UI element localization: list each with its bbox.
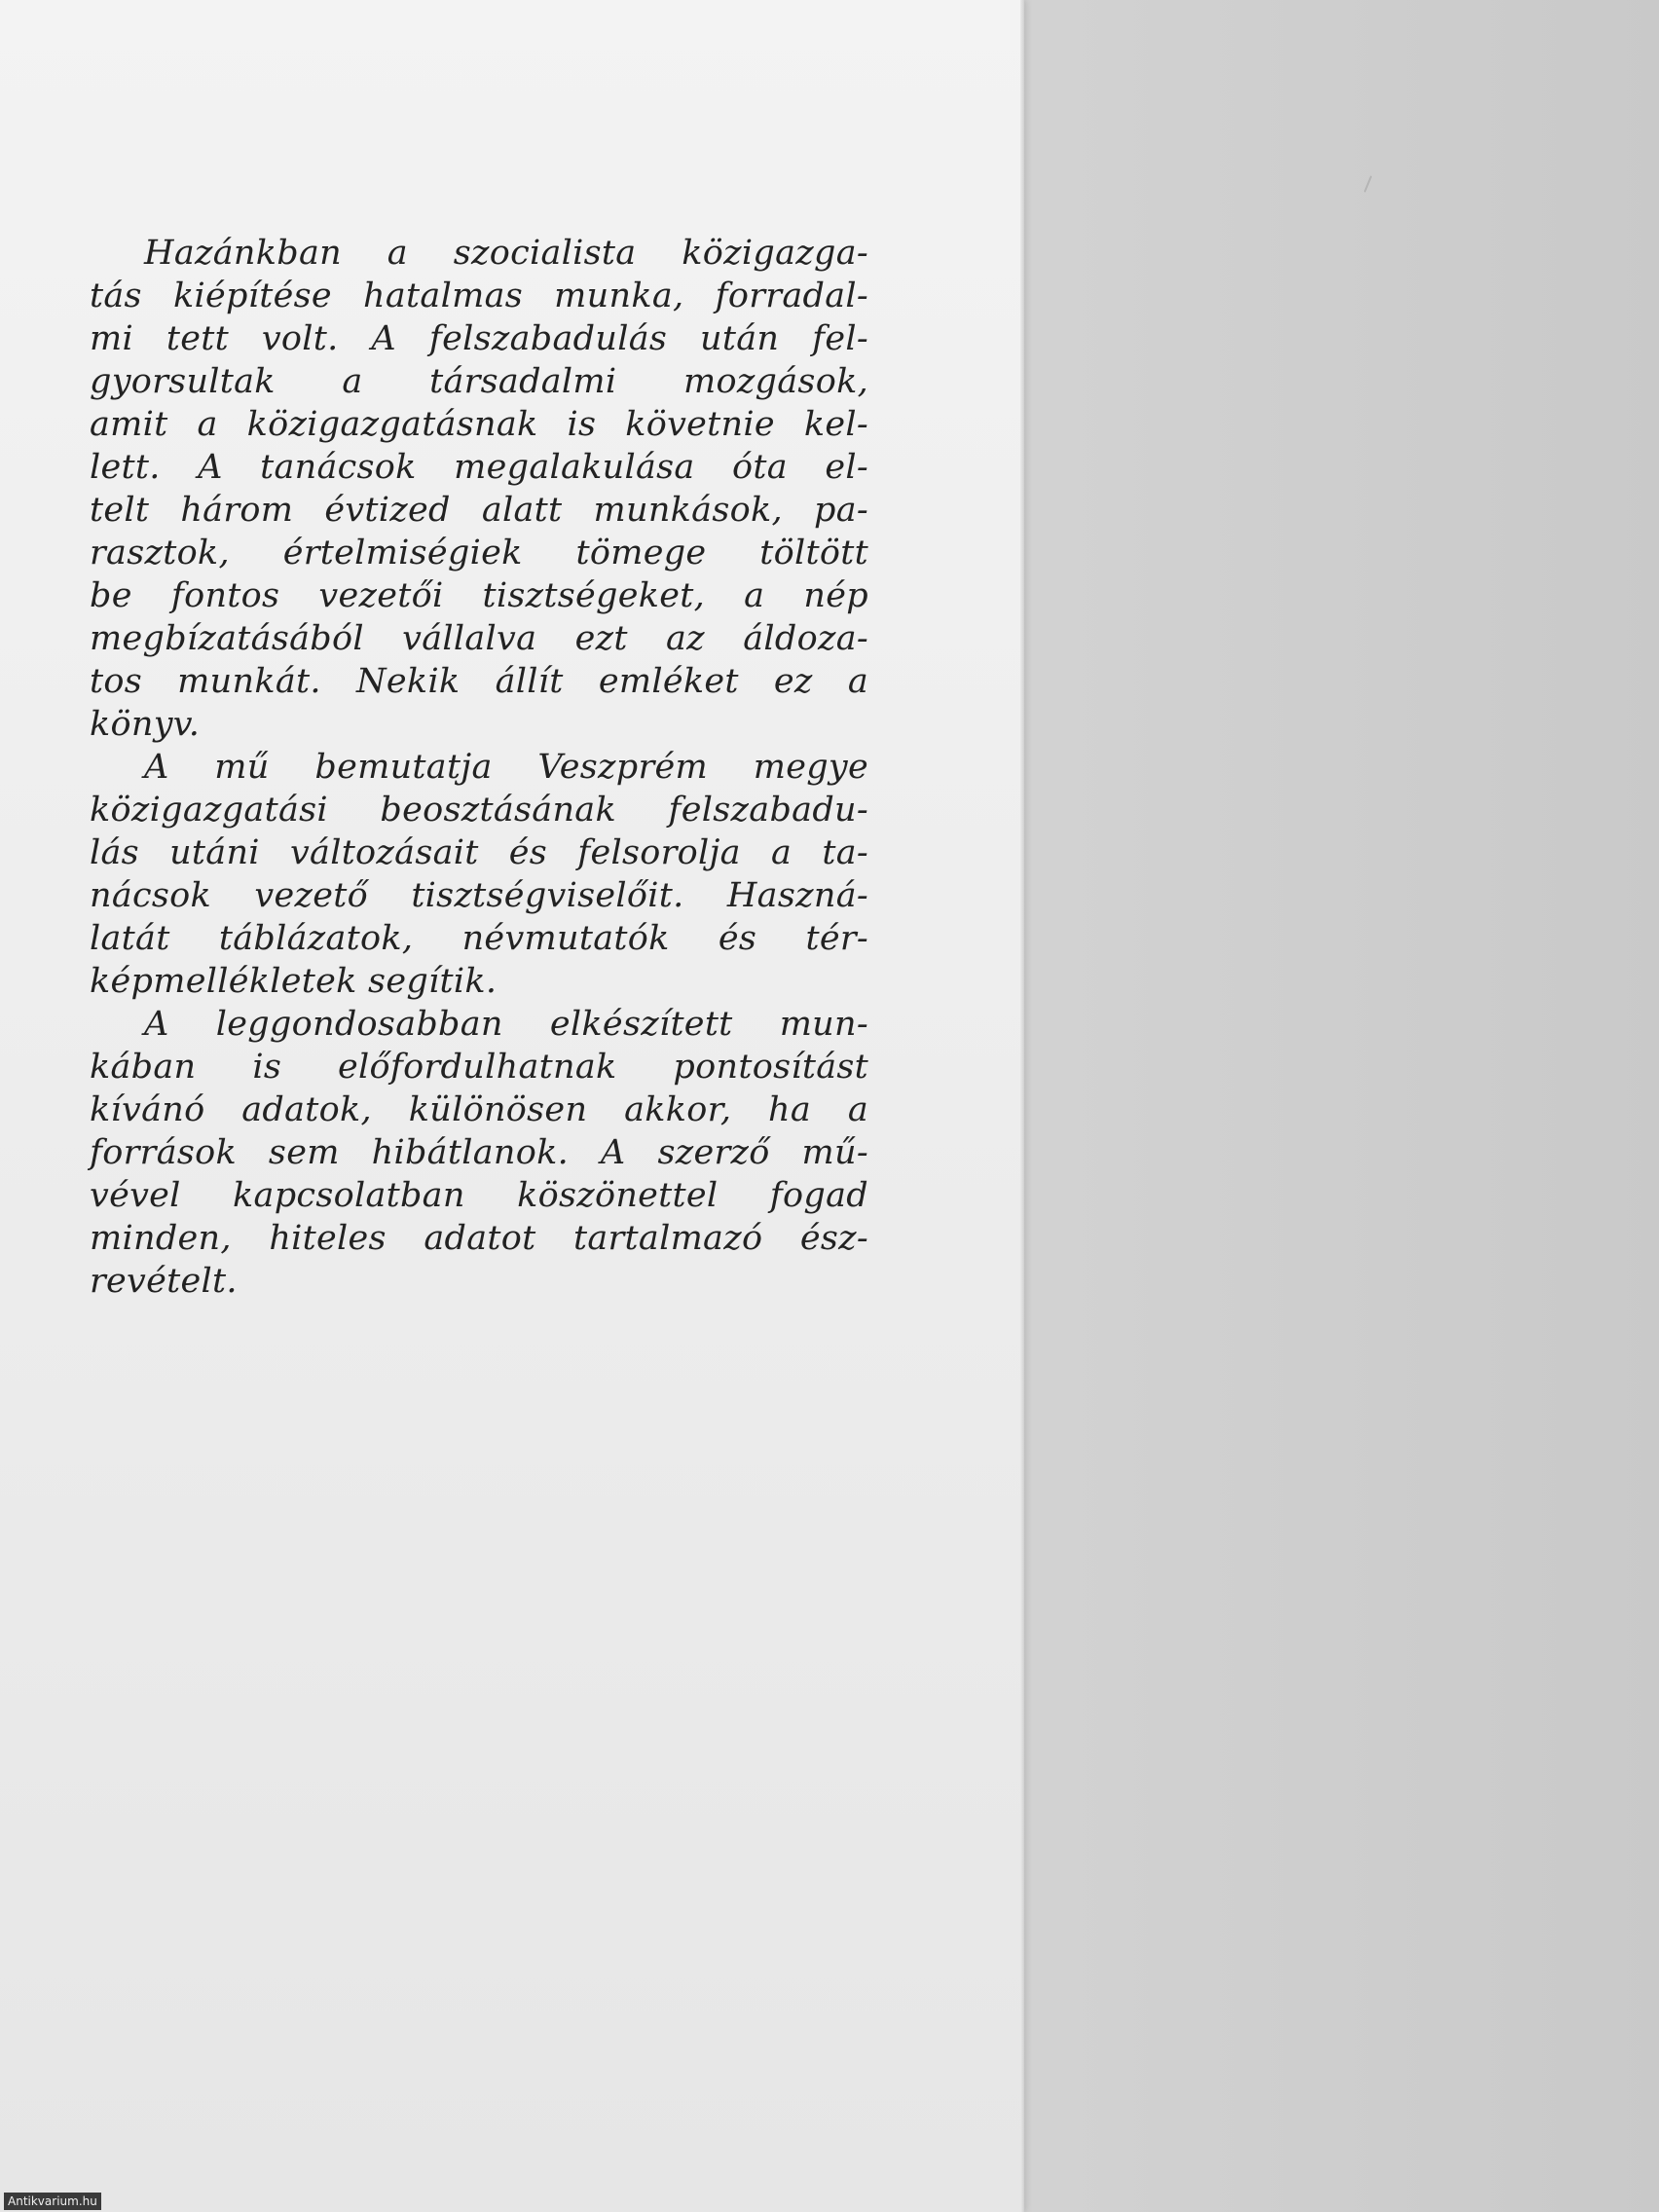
text-line: kívánó adatok, különösen akkor, ha a xyxy=(90,1090,868,1129)
text-line: közigazgatási beosztásának felszabadu- xyxy=(90,791,868,830)
watermark: Antikvarium.hu xyxy=(4,2193,101,2210)
text-line: nácsok vezető tisztségviselőit. Haszná- xyxy=(90,876,868,915)
text-line: rasztok, értelmiségiek tömege töltött xyxy=(90,534,868,572)
page-text xyxy=(90,232,868,1303)
text-line: lett. A tanácsok megalakulása óta el- xyxy=(90,448,868,487)
text-line: források sem hibátlanok. A szerző mű- xyxy=(90,1133,868,1172)
text-line: A leggondosabban elkészített mun- xyxy=(144,1005,868,1044)
text-line: A mű bemutatja Veszprém megye xyxy=(144,748,868,787)
text-line: revételt. xyxy=(90,1262,238,1301)
text-line: kában is előfordulhatnak pontosítást xyxy=(90,1048,868,1087)
text-line: gyorsultak a társadalmi mozgások, xyxy=(90,362,868,401)
text-line: minden, hiteles adatot tartalmazó ész- xyxy=(90,1219,868,1258)
text-line: tos munkát. Nekik állít emléket ez a xyxy=(90,662,868,701)
text-line: latát táblázatok, névmutatók és tér- xyxy=(90,919,868,958)
text-line: telt három évtized alatt munkások, pa- xyxy=(90,491,868,530)
text-line: amit a közigazgatásnak is követnie kel- xyxy=(90,405,868,444)
stray-mark xyxy=(1364,175,1373,192)
page-edge xyxy=(1020,0,1024,2212)
paragraph xyxy=(90,746,868,1003)
text-line: Hazánkban a szocialista közigazga- xyxy=(144,234,868,273)
paragraph xyxy=(90,232,868,746)
text-line: vével kapcsolatban köszönettel fogad xyxy=(90,1176,868,1215)
text-line: be fontos vezetői tisztségeket, a nép xyxy=(90,576,868,615)
text-line: könyv. xyxy=(90,705,201,744)
text-line: képmellékletek segítik. xyxy=(90,962,498,1001)
text-line: mi tett volt. A felszabadulás után fel- xyxy=(90,319,868,358)
text-line: lás utáni változásait és felsorolja a ta- xyxy=(90,833,868,872)
text-line: tás kiépítése hatalmas munka, forradal- xyxy=(90,276,868,315)
text-line: megbízatásából vállalva ezt az áldoza- xyxy=(90,619,868,658)
paragraph xyxy=(90,1003,868,1303)
